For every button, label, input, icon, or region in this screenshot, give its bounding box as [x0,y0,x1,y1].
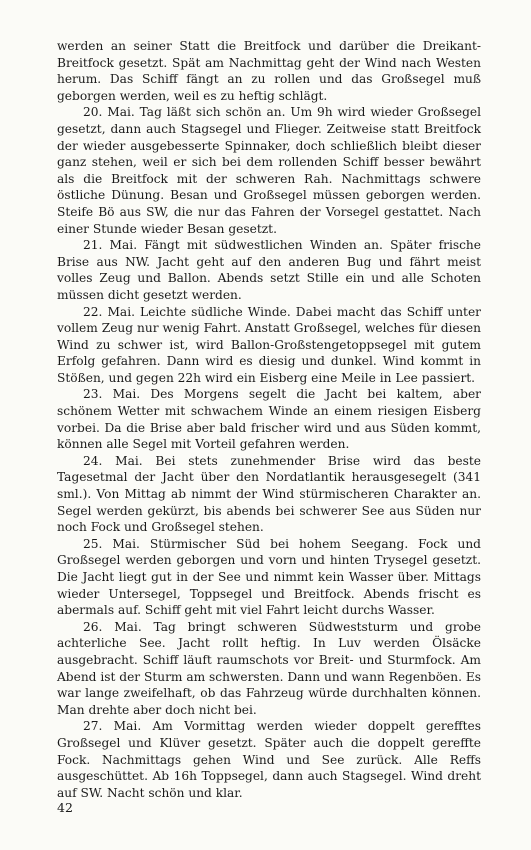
log-entry-may-21: 21. Mai. Fängt mit südwestlichen Winden an. Später frische Brise aus NW. Jacht geht auf den anderen Bug und fährt meist volles Zeug und Ballon. Abends setzt Stille ein und alle Schoten müssen dicht gesetzt werden. [57,238,481,302]
log-entry-may-22: 22. Mai. Leichte südliche Winde. Dabei macht das Schiff unter vollem Zeug nur wenig Fahrt. Anstatt Großsegel, welches für diesen Wind zu schwer ist, wird Ballon-Großstengetoppsegel mit gutem Erfolg gefahren. Dann wird es diesig und dunkel. Wind kommt in Stößen, und gegen 22h wird ein Eisberg eine Meile in Lee passiert. [57,304,481,385]
paragraph-continuation: werden an seiner Statt die Breitfock und darüber die Dreikant-Breitfock gesetzt. Spät am Nachmittag geht der Wind nach Westen herum. Das Schiff fängt an zu rollen und das Großsegel muß geborgen werden, weil es zu heftig schlägt. [57,39,481,103]
log-entry-may-23: 23. Mai. Des Morgens segelt die Jacht bei kaltem, aber schönem Wetter mit schwachem Winde an einem riesigen Eisberg vorbei. Da die Brise aber bald frischer wird und aus Süden kommt, können alle Segel mit Vorteil gefahren werden. [57,387,481,452]
page-number: 42 [57,800,73,815]
log-entry-may-27: 27. Mai. Am Vormittag werden wieder doppelt gerefftes Großsegel und Klüver gesetzt. Später auch die doppelt gereffte Fock. Nachmittags gehen Wind und See zurück. Alle Reffs ausgeschüttet. Ab 16h Toppsegel, dann auch Stagsegel. Wind dreht auf SW. Nacht schön und klar. [57,719,481,800]
log-entry-may-26: 26. Mai. Tag bringt schweren Südweststurm und grobe achterliche See. Jacht rollt heftig. In Luv werden Ölsäcke ausgebracht. Schiff läuft raumschots vor Breit- und Sturmfock. Am Abend ist der Sturm am schwersten. Dann und wann Regenböen. Es war lange zweifelhaft, ob das Fahrzeug würde durchhalten können. Man drehte aber doch nicht bei. [57,619,481,717]
log-entry-may-20: 20. Mai. Tag läßt sich schön an. Um 9h wird wieder Großsegel gesetzt, dann auch Stagsegel und Flieger. Zeitweise statt Breitfock der wieder ausgebesserte Spinnaker, doch schließlich bleibt dieser ganz stehen, weil er sich bei dem rollenden Schiff besser bewährt als die Breitfock mit der schweren Rah. Nachmittags schwere östliche Dünung. Besan und Großsegel müssen geborgen werden. Steife Bö aus SW, die nur das Fahren der Vorsegel gestattet. Nach einer Stunde wieder Besan gesetzt. [57,105,481,236]
log-entry-may-25: 25. Mai. Stürmischer Süd bei hohem Seegang. Fock und Großsegel werden geborgen und vorn und hinten Trysegel gesetzt. Die Jacht liegt gut in der See und nimmt kein Wasser über. Mittags wieder Untersegel, Toppsegel und Breitfock. Abends frischt es abermals auf. Schiff geht mit viel Fahrt leicht durchs Wasser. [57,536,481,618]
log-entry-may-24: 24. Mai. Bei stets zunehmender Brise wird das beste Tagesetmal der Jacht über den Nordatlantik herausgesegelt (341 sml.). Von Mittag ab nimmt der Wind stürmischeren Charakter an. Segel werden gekürzt, bis abends bei schwerer See aus Süden nur noch Fock und Großsegel stehen. [57,453,481,535]
body-text [57,38,481,801]
